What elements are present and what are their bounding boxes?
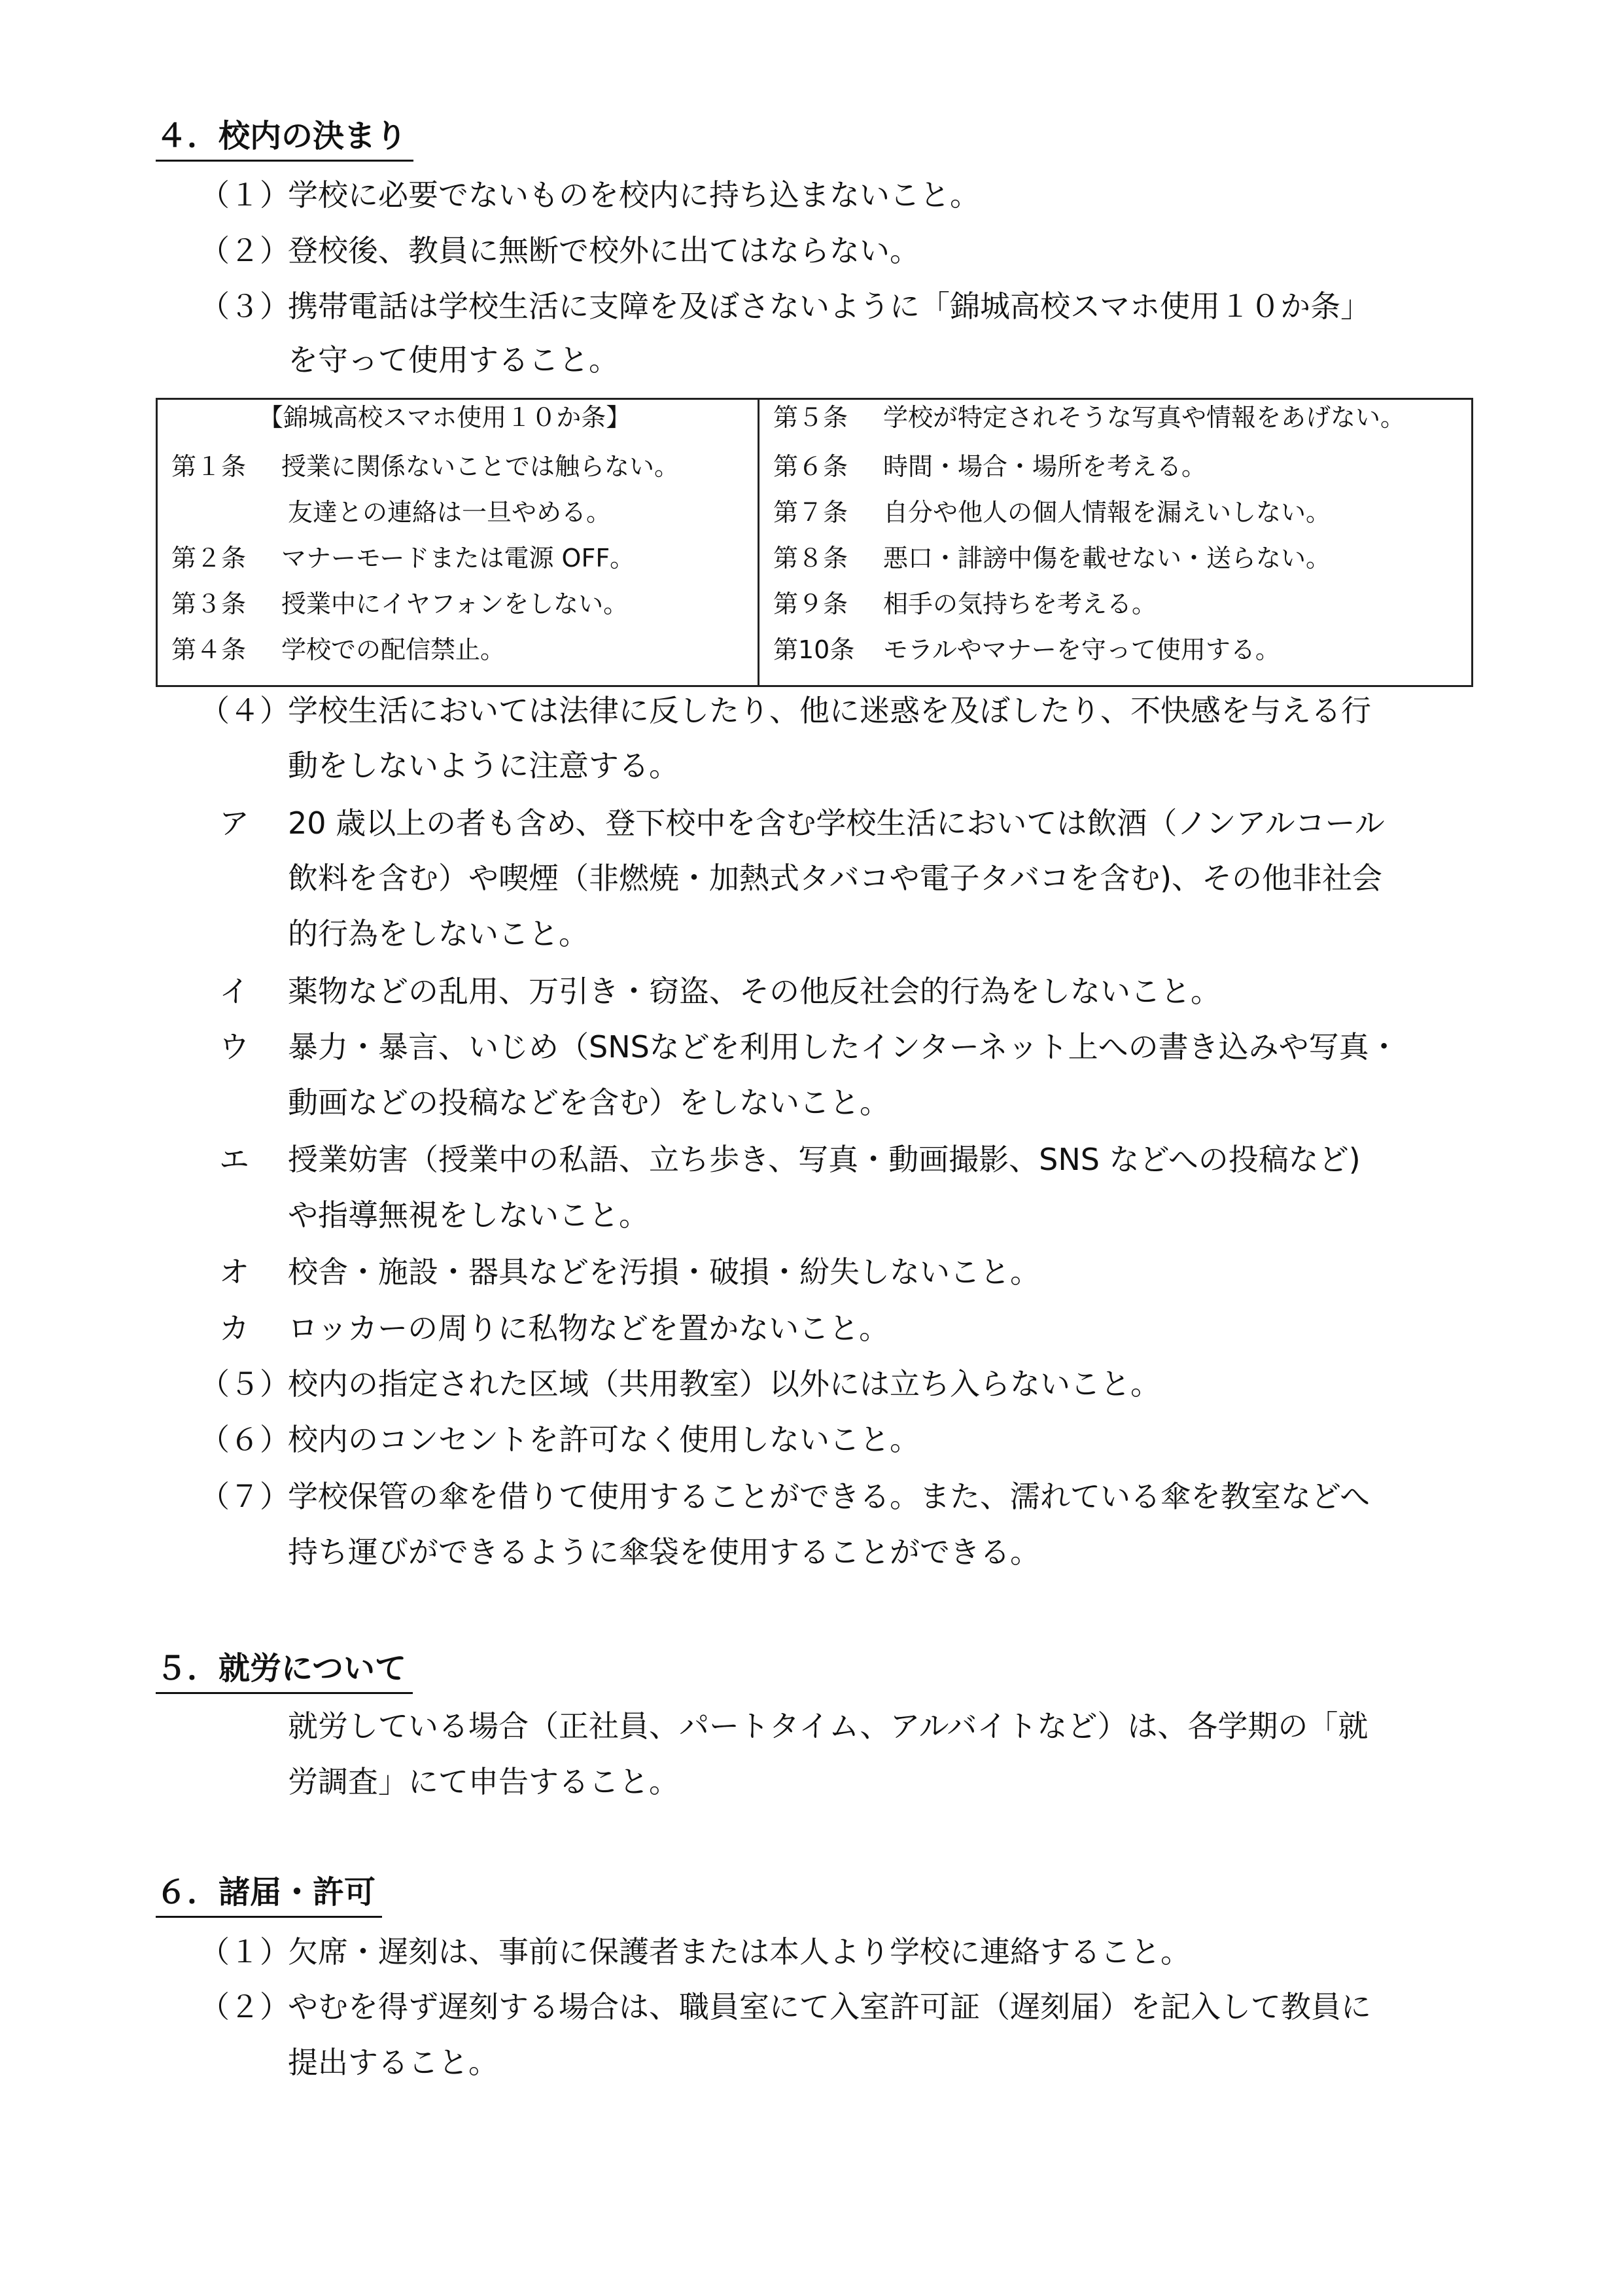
subitem-u-line-2: 動画などの投稿などを含む）をしないこと。 (288, 1085, 890, 1120)
rule-3-text: 授業中にイヤフォンをしない。 (281, 590, 629, 618)
section-5-text-line-1: 就労している場合（正社員、パートタイム、アルバイトなど）は、各学期の「就 (288, 1708, 1369, 1744)
item-4-2-number: （２） (200, 233, 290, 268)
item-4-7-text-line-1: 学校保管の傘を借りて使用することができる。また、濡れている傘を教室などへ (288, 1479, 1370, 1514)
rule-1-text: 授業に関係ないことでは触らない。 (281, 452, 680, 481)
item-6-1-text: 欠席・遅刻は、事前に保護者または本人より学校に連絡すること。 (288, 1934, 1191, 1969)
rule-8-text: 悪口・誹謗中傷を載せない・送らない。 (883, 544, 1331, 573)
item-4-2-text: 登校後、教員に無断で校外に出てはならない。 (288, 233, 920, 268)
item-4-4-text-line-1: 学校生活においては法律に反したり、他に迷惑を及ぼしたり、不快感を与える行 (288, 693, 1371, 728)
item-4-5-number: （５） (200, 1366, 290, 1402)
item-4-1-number: （１） (200, 177, 290, 213)
rule-1-text-continued: 友達との連絡は一旦やめる。 (288, 498, 612, 527)
section-5-text-line-2: 労調査」にて申告すること。 (288, 1764, 679, 1799)
subitem-a-line-1: 20 歳以上の者も含め、登下校中を含む学校生活においては飲酒（ノンアルコール (288, 805, 1385, 841)
item-6-2-text-line-2: 提出すること。 (288, 2045, 498, 2080)
rule-8-label: 第８条 (773, 544, 848, 573)
subitem-u-line-1: 暴力・暴言、いじめ（SNSなどを利用したインターネット上への書き込みや写真・ (288, 1029, 1399, 1065)
rules-box-divider (758, 398, 759, 687)
rule-2-text: マナーモードまたは電源 OFF。 (281, 544, 635, 573)
subitem-i-marker: イ (219, 974, 249, 1009)
subitem-e-line-2: や指導無視をしないこと。 (288, 1197, 649, 1233)
rule-9-text: 相手の気持ちを考える。 (883, 590, 1157, 618)
subitem-ka-line-1: ロッカーの周りに私物などを置かないこと。 (288, 1311, 890, 1346)
rule-7-text: 自分や他人の個人情報を漏えいしない。 (883, 498, 1331, 527)
item-4-3-number: （３） (200, 289, 290, 324)
item-4-7-number: （７） (200, 1479, 290, 1514)
rule-9-label: 第９条 (773, 590, 848, 618)
item-4-3-text-line-2: を守って使用すること。 (288, 342, 619, 378)
rule-2-label: 第２条 (171, 544, 247, 573)
rule-6-text: 時間・場合・場所を考える。 (883, 452, 1207, 481)
rule-1-label: 第１条 (171, 452, 247, 481)
item-6-1-number: （１） (200, 1934, 290, 1969)
subitem-u-marker: ウ (219, 1029, 249, 1065)
item-4-1-text: 学校に必要でないものを校内に持ち込まないこと。 (288, 177, 980, 213)
subitem-a-line-2: 飲料を含む）や喫煙（非燃焼・加熱式タバコや電子タバコを含む)、その他非社会 (288, 860, 1383, 896)
item-4-5-text: 校内の指定された区域（共用教室）以外には立ち入らないこと。 (288, 1366, 1161, 1402)
rule-3-label: 第３条 (171, 590, 247, 618)
subitem-o-line-1: 校舎・施設・器具などを汚損・破損・紛失しないこと。 (288, 1254, 1040, 1290)
rule-4-text: 学校での配信禁止。 (281, 635, 506, 664)
subitem-ka-marker: カ (219, 1311, 249, 1346)
item-4-4-text-line-2: 動をしないように注意する。 (288, 748, 679, 783)
rule-4-label: 第４条 (171, 635, 247, 664)
rule-6-label: 第６条 (773, 452, 848, 481)
section-6-heading: ６．諸届・許可 (156, 1873, 382, 1918)
rule-10-text: モラルやマナーを守って使用する。 (883, 635, 1280, 664)
subitem-i-line-1: 薬物などの乱用、万引き・窃盗、その他反社会的行為をしないこと。 (288, 974, 1221, 1009)
item-6-2-text-line-1: やむを得ず遅刻する場合は、職員室にて入室許可証（遅刻届）を記入して教員に (288, 1989, 1371, 2024)
rule-5-label: 第５条 (773, 403, 848, 432)
rule-10-label: 第10条 (773, 635, 855, 664)
subitem-e-marker: エ (219, 1142, 249, 1177)
item-4-6-number: （６） (200, 1422, 290, 1457)
item-4-7-text-line-2: 持ち運びができるように傘袋を使用することができる。 (288, 1534, 1040, 1570)
subitem-a-marker: ア (219, 805, 249, 841)
subitem-a-line-3: 的行為をしないこと。 (288, 916, 589, 951)
rules-box-title: 【錦城高校スマホ使用１０か条】 (258, 403, 631, 432)
item-4-6-text: 校内のコンセントを許可なく使用しないこと。 (288, 1422, 920, 1457)
item-4-3-text-line-1: 携帯電話は学校生活に支障を及ぼさないように「錦城高校スマホ使用１０か条」 (288, 289, 1371, 324)
rule-5-text: 学校が特定されそうな写真や情報をあげない。 (883, 403, 1406, 432)
subitem-e-line-1: 授業妨害（授業中の私語、立ち歩き、写真・動画撮影、SNS などへの投稿など) (288, 1142, 1361, 1177)
rule-7-label: 第７条 (773, 498, 848, 527)
item-4-4-number: （４） (200, 693, 290, 728)
item-6-2-number: （２） (200, 1989, 290, 2024)
subitem-o-marker: オ (219, 1254, 249, 1290)
section-4-heading: ４．校内の決まり (156, 116, 413, 162)
section-5-heading: ５．就労について (156, 1649, 413, 1694)
